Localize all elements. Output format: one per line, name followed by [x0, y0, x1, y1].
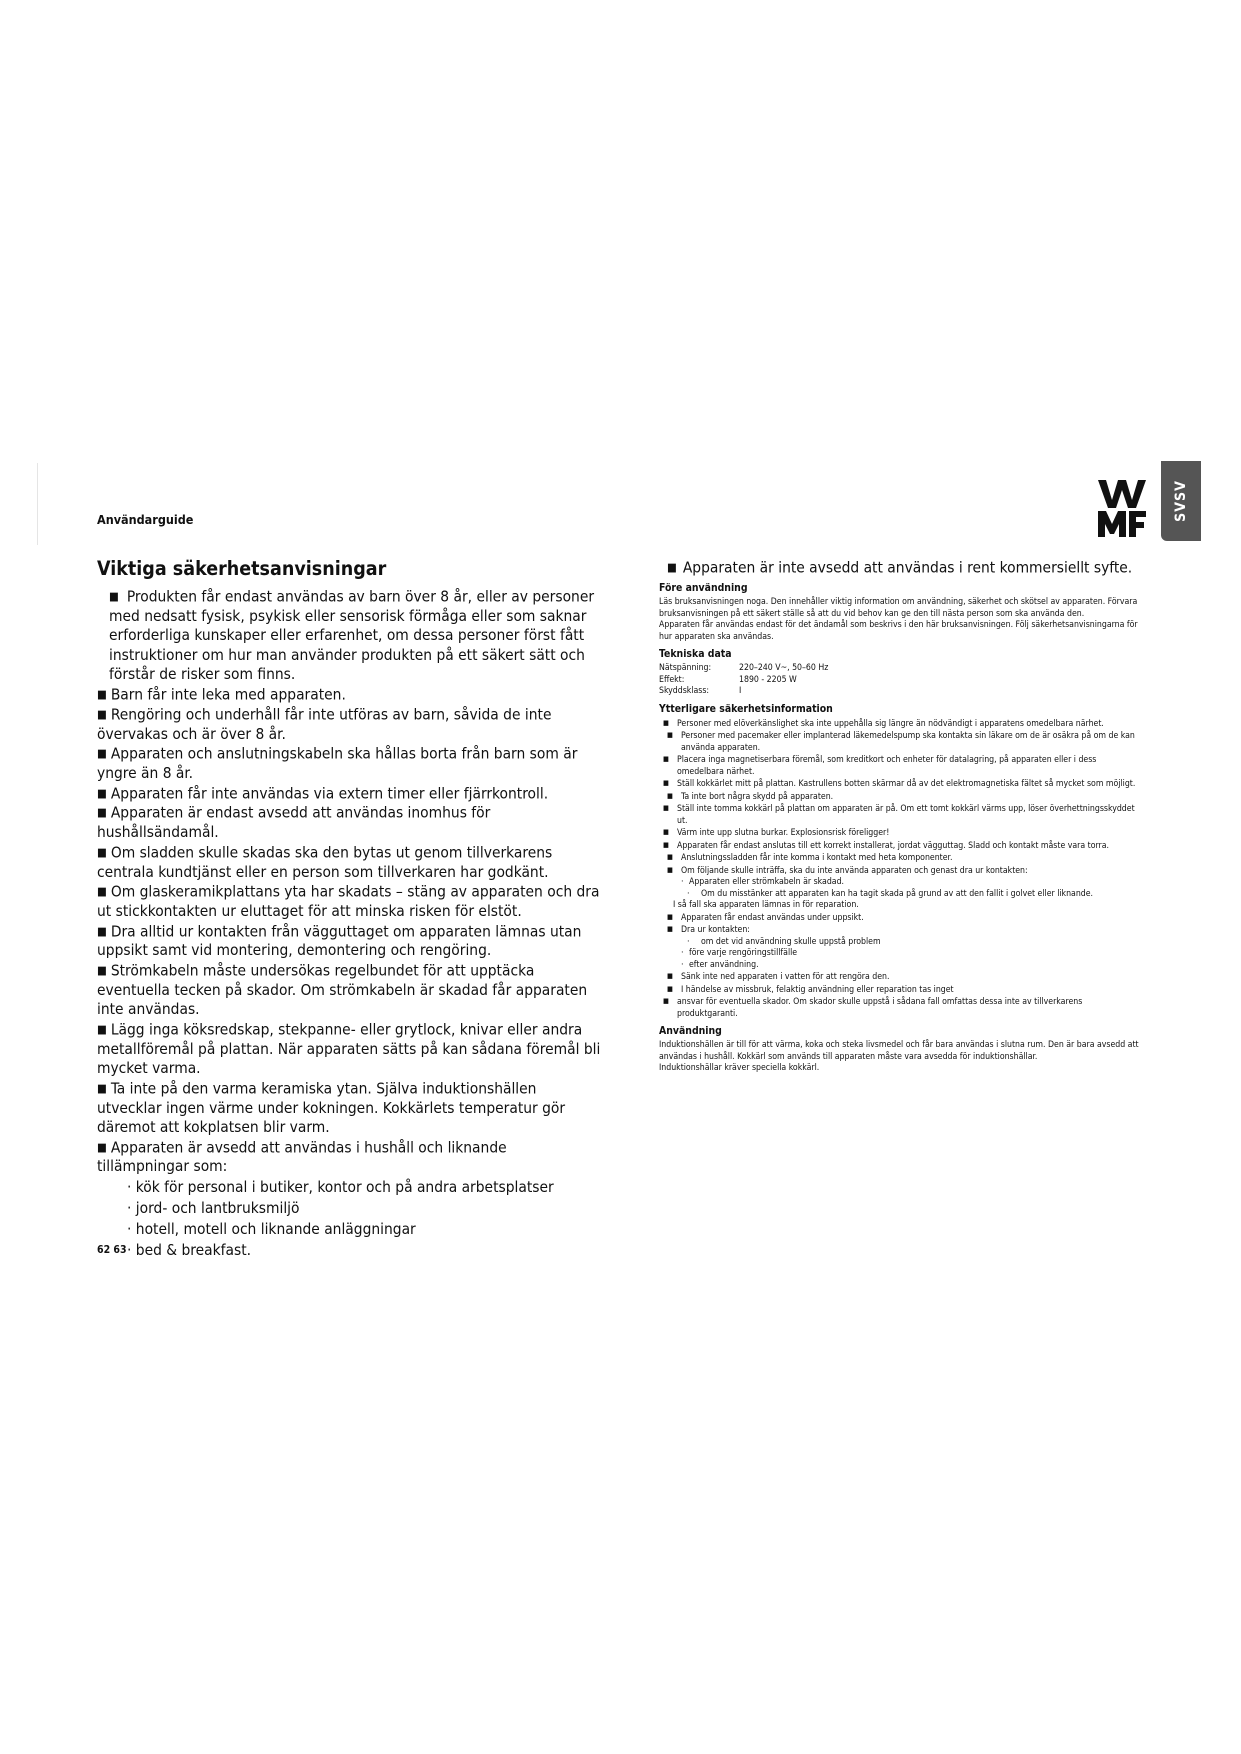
usage-heading: Användning [659, 1025, 722, 1038]
bullet-icon: · [687, 888, 690, 899]
bullet-icon: · [681, 877, 684, 888]
tech-row-voltage: Nätspänning: 220–240 V~, 50–60 Hz [659, 663, 829, 674]
bullet-icon: ■ [109, 589, 119, 603]
list-item: ■ Apparaten och anslutningskabeln ska hållas borta från barn som är yngre än 8 år. [97, 744, 578, 782]
bullet-icon: ■ [667, 984, 673, 993]
bullet-icon: ■ [663, 755, 669, 764]
bullet-icon: ■ [97, 1139, 107, 1154]
safety-info-item: ■ Placera inga magnetiserbara föremål, som kreditkort och enheter för datalagring, på apparaten eller i dess omedelbara närhet. [663, 755, 1097, 777]
safety-info-item: · om det vid användning skulle uppstå problem [687, 936, 881, 947]
wmf-logo [1098, 480, 1146, 537]
safety-info-item: ■ ansvar för eventuella skador. Om skador skulle uppstå i sådana fall omfattas dessa inte av tillverkarens produktgaranti. [663, 997, 1083, 1019]
additional-safety-heading: Ytterligare säkerhetsinformation [659, 702, 833, 715]
lead-list-item: ■ Apparaten är inte avsedd att användas i rent kommersiellt syfte. [667, 558, 1133, 577]
usage-paragraph: Induktionshällar kräver speciella kokkärl. [659, 1063, 820, 1074]
bullet-icon: · [681, 959, 684, 970]
before-use-paragraph: Läs bruksanvisningen noga. Den innehåller viktig information om användning, säkerhet och skötsel av apparaten. Förvara bruksanvisningen på ett säkert ställe så att du vid behov kan ge den till nästa person som ska använda den. [659, 597, 1138, 619]
tech-row-power: Effekt: 1890 - 2205 W [659, 674, 797, 685]
safety-info-item: ■ Dra ur kontakten: [667, 925, 750, 936]
technical-data-heading: Tekniska data [659, 648, 732, 661]
bullet-icon: ■ [667, 925, 673, 934]
bullet-icon: ■ [667, 731, 673, 740]
bullet-icon: ■ [663, 779, 669, 788]
safety-info-item: ■ Apparaten får endast anslutas till ett korrekt installerat, jordat vägguttag. Sladd och kontakt måste vara torra. [663, 840, 1110, 851]
before-use-paragraph: Apparaten får användas endast för det ändamål som beskrivs i den här bruksanvisningen. Följ säkerhetsanvisningarna för hur apparaten ska användas. [659, 620, 1138, 642]
bullet-icon: ■ [97, 923, 107, 938]
safety-info-item: · Om du misstänker att apparaten kan ha tagit skada på grund av att den fallit i golvet eller liknande. [687, 888, 1094, 899]
sub-list-item: · kök för personal i butiker, kontor och på andra arbetsplatser [127, 1177, 554, 1196]
bullet-icon: ■ [97, 805, 107, 820]
bullet-icon: ■ [97, 706, 107, 721]
bullet-icon: ■ [97, 884, 107, 899]
bullet-icon: ■ [97, 1021, 107, 1036]
safety-info-item: I så fall ska apparaten lämnas in för reparation. [673, 900, 859, 911]
safety-info-item: ■ Värm inte upp slutna burkar. Explosionsrisk föreligger! [663, 828, 890, 839]
left-column [97, 557, 602, 1261]
list-item: ■ Apparaten får inte användas via extern timer eller fjärrkontroll. [97, 783, 549, 802]
language-tab-label: SVSV [1173, 480, 1189, 522]
list-item: ■ Lägg inga köksredskap, stekpanne- eller grytlock, knivar eller andra metallföremål på plattan. När apparaten sätts på kan sådana föremål bli mycket varma. [97, 1020, 601, 1078]
language-tab[interactable] [1161, 461, 1201, 541]
safety-info-item: · efter användning. [681, 959, 759, 970]
bullet-icon: ■ [663, 718, 669, 727]
list-item: ■ Rengöring och underhåll får inte utföras av barn, såvida de inte övervakas och är över 8 år. [97, 705, 552, 743]
safety-info-item: ■ Personer med pacemaker eller implanterad läkemedelspump ska kontakta sin läkare om de är osäkra på om de kan använda apparaten. [667, 731, 1135, 753]
list-item: ■ Produkten får endast användas av barn över 8 år, eller av personer med nedsatt fysisk, psykisk eller sensorisk förmåga eller som saknar erforderliga kunskaper eller erfarenhet, om dessa personer först fått instruktioner om hur man använder produkten på ett säkert sätt och förstår de risker som finns. [109, 587, 595, 684]
safety-info-item: ■ Personer med elöverkänslighet ska inte uppehålla sig längre än nödvändigt i apparatens omedelbara närhet. [663, 718, 1104, 729]
safety-list [97, 587, 602, 1261]
list-item: ■ Apparaten är endast avsedd att användas inomhus för hushållsändamål. [97, 803, 491, 842]
bullet-icon: · [687, 936, 690, 947]
bullet-icon: ■ [663, 997, 669, 1006]
bullet-icon: ■ [667, 912, 673, 921]
bullet-icon: ■ [97, 1080, 107, 1095]
list-item: ■ Om sladden skulle skadas ska den bytas ut genom tillverkarens centrala kundtjänst eller en person som tillverkaren har godkänt. [97, 843, 553, 881]
bullet-icon: ■ [97, 785, 107, 800]
safety-info-item: ■ Ställ kokkärlet mitt på plattan. Kastrullens botten skärmar då av det elektromagnetiska fältet så mycket som möjligt. [663, 779, 1136, 790]
section-label: Användarguide [97, 512, 194, 527]
bullet-icon: ■ [97, 844, 107, 859]
list-item: ■ Apparaten är avsedd att användas i hushåll och liknande tillämpningar som: [97, 1137, 507, 1176]
sub-list-item: · bed & breakfast. [127, 1240, 252, 1259]
bullet-icon: ■ [663, 828, 669, 837]
additional-safety-list [659, 718, 1145, 1021]
bullet-icon: ■ [667, 791, 673, 800]
safety-info-item: ■ Ta inte bort några skydd på apparaten. [667, 791, 834, 802]
safety-info-item: ■ Sänk inte ned apparaten i vatten för att rengöra den. [667, 972, 890, 983]
safety-info-item: ■ I händelse av missbruk, felaktig användning eller reparation tas inget [667, 984, 954, 995]
page-numbers: 62 63 [97, 1244, 127, 1256]
list-item: ■ Barn får inte leka med apparaten. [97, 685, 346, 704]
bullet-icon: ■ [663, 840, 669, 849]
safety-info-item: ■ Anslutningssladden får inte komma i kontakt med heta komponenter. [667, 853, 953, 864]
page-fold-line [37, 463, 38, 545]
safety-title: Viktiga säkerhetsanvisningar [97, 557, 387, 580]
tech-row-protection-class: Skyddsklass: I [659, 686, 742, 697]
bullet-icon: ■ [97, 686, 107, 701]
safety-info-item: · före varje rengöringstillfälle [681, 948, 798, 959]
bullet-icon: ■ [667, 853, 673, 862]
sub-list-item: · hotell, motell och liknande anläggningar [127, 1219, 416, 1238]
safety-info-item: ■ Om följande skulle inträffa, ska du inte använda apparaten och genast dra ur kontakten: [667, 865, 1028, 876]
list-item: ■ Strömkabeln måste undersökas regelbundet för att upptäcka eventuella tecken på skador. Om strömkabeln är skadad får apparaten inte användas. [97, 961, 588, 1019]
bullet-icon: ■ [667, 560, 677, 574]
safety-info-item: ■ Ställ inte tomma kokkärl på plattan om apparaten är på. Om ett tomt kokkärl värms upp, löser överhettningsskyddet ut. [663, 804, 1135, 826]
bullet-icon: ■ [667, 972, 673, 981]
bullet-icon: ■ [663, 804, 669, 813]
right-column [659, 557, 1145, 1075]
before-use-heading: Före användning [659, 582, 748, 595]
bullet-icon: ■ [667, 865, 673, 874]
safety-info-item: ■ Apparaten får endast användas under uppsikt. [667, 912, 864, 923]
usage-paragraph: Induktionshällen är till för att värma, koka och steka livsmedel och får bara användas i slutna rum. Den är bara avsedd att användas i hushåll. Kokkärl som används till apparaten måste vara avsedda för induktionshällar. [659, 1040, 1139, 1062]
sub-list-item: · jord- och lantbruksmiljö [127, 1198, 300, 1217]
bullet-icon: ■ [97, 962, 107, 977]
list-item: ■ Om glaskeramikplattans yta har skadats – stäng av apparaten och dra ut stickkontakten ur eluttaget för att minska risken för elstöt. [97, 882, 600, 920]
safety-info-item: · Apparaten eller strömkabeln är skadad. [681, 877, 845, 888]
bullet-icon: · [681, 948, 684, 959]
bullet-icon: ■ [97, 746, 107, 761]
list-item: ■ Dra alltid ur kontakten från vägguttaget om apparaten lämnas utan uppsikt samt vid montering, demontering och rengöring. [97, 921, 582, 960]
list-item: ■ Ta inte på den varma keramiska ytan. Själva induktionshällen utvecklar ingen värme under kokningen. Kokkärlets temperatur gör däremot att kokplatsen blir varm. [97, 1079, 566, 1136]
